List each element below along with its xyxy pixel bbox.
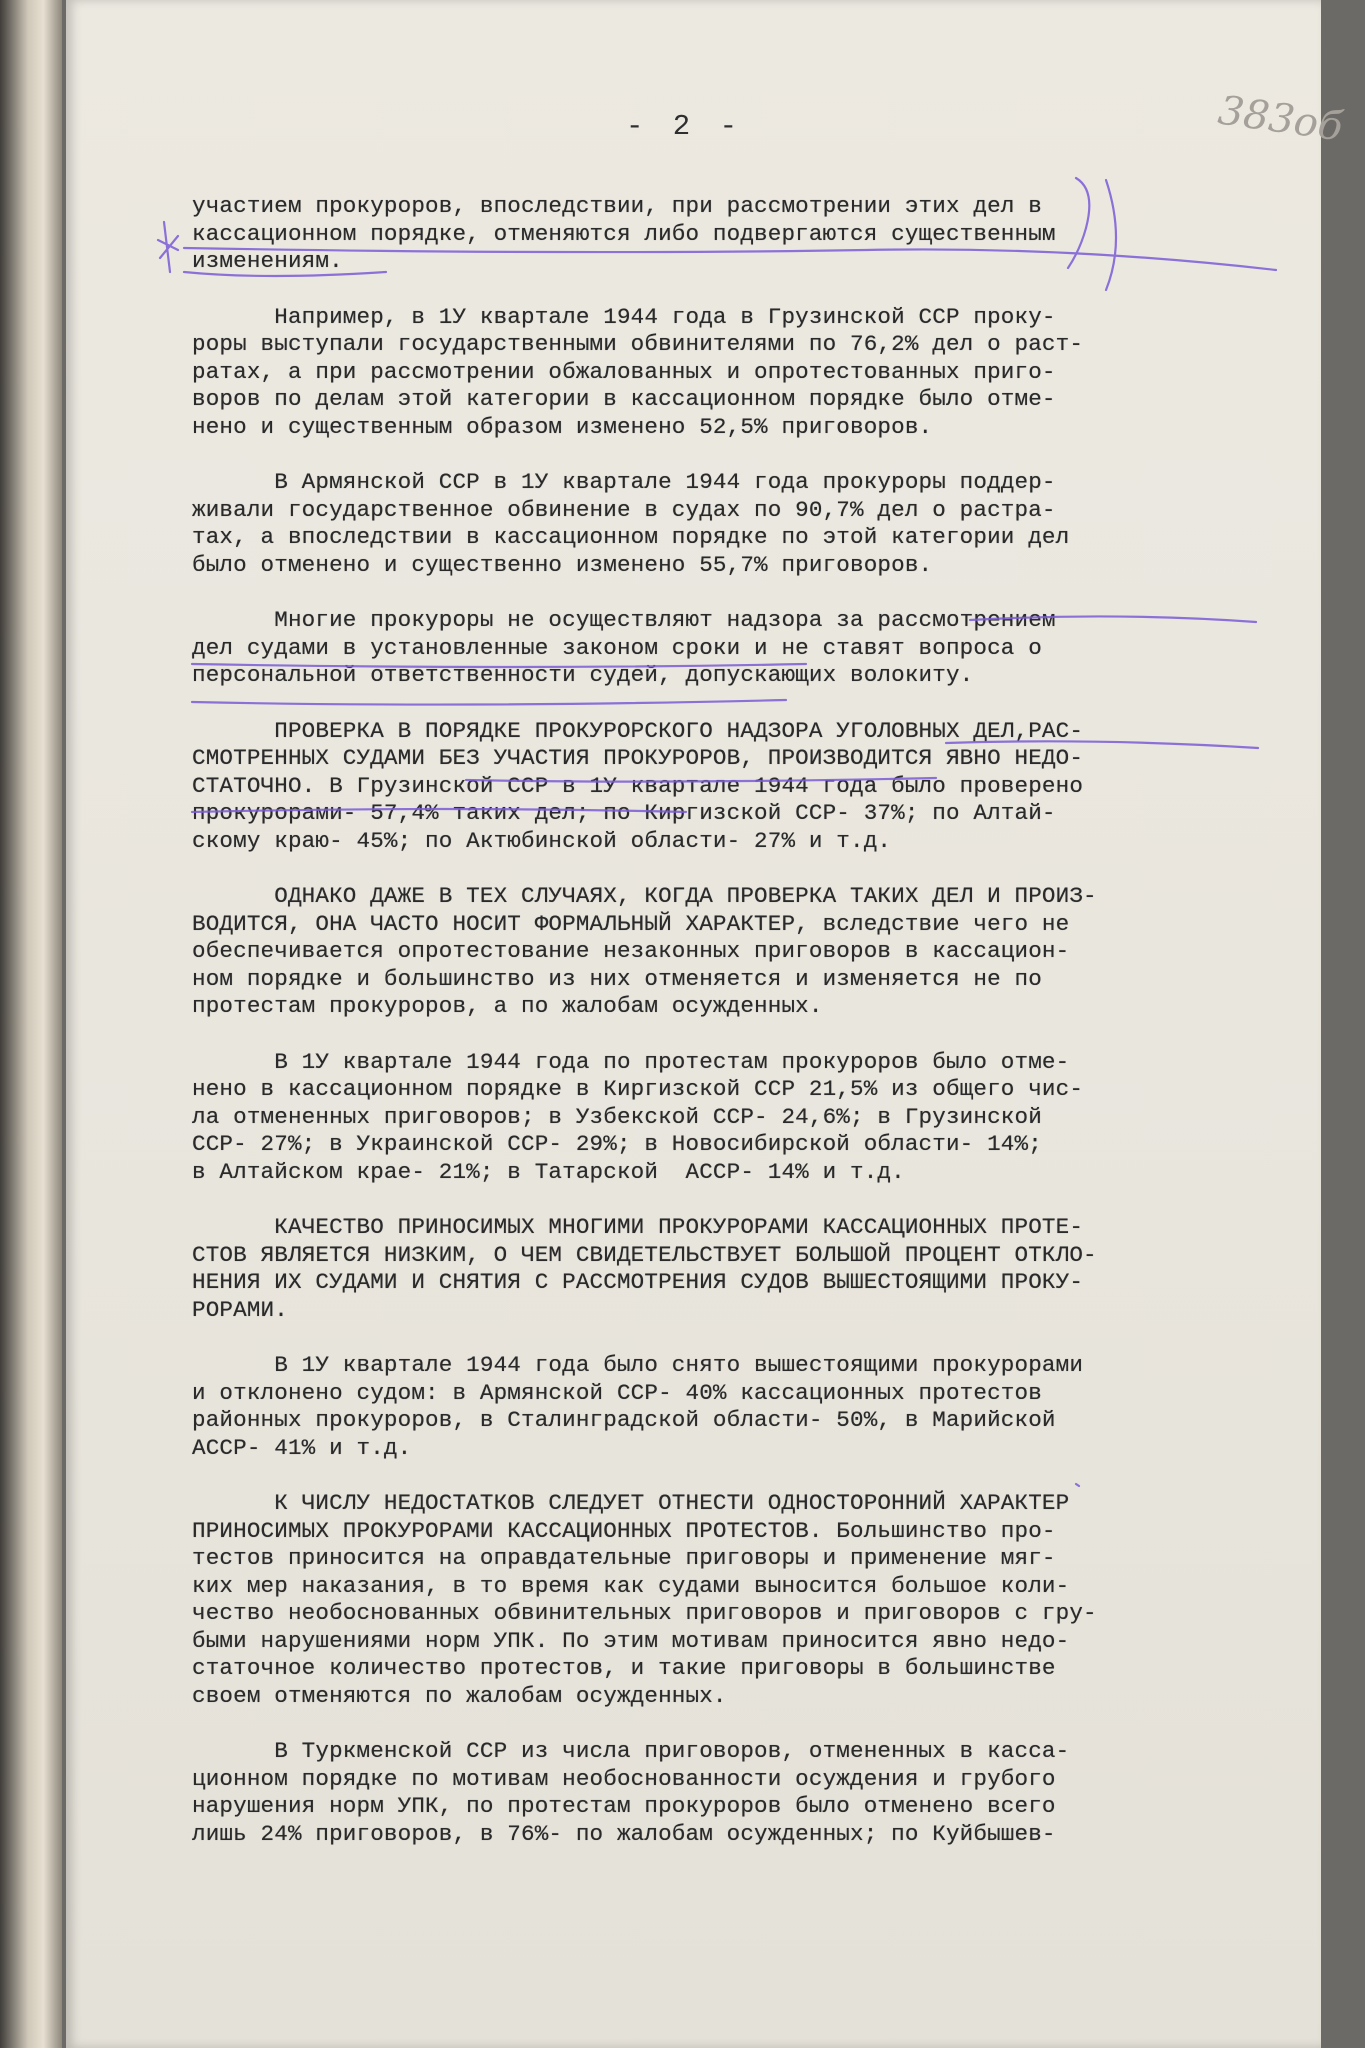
text-line: персональной ответственности судей, допускающих волокиту. [192,662,974,688]
text-line: ратах, а при рассмотрении обжалованных и опротестованных приго- [192,358,1056,385]
text-line: ПРОВЕРКА В ПОРЯДКЕ ПРОКУРОРСКОГО НАДЗОРА УГОЛОВНЫХ ДЕЛ,РАС- [192,717,1084,744]
text-line: участием прокуроров, впоследствии, при рассмотрении этих дел в [192,193,1042,219]
text-line: Например, в 1У квартале 1944 года в Грузинской ССР проку- [192,303,1056,330]
text-line: ких мер наказания, в то время как судами выносится большое коли- [192,1572,1070,1599]
text-line: СМОТРЕННЫХ СУДАМИ БЕЗ УЧАСТИЯ ПРОКУРОРОВ, ПРОИЗВОДИТСЯ ЯВНО НЕДО- [192,745,1084,771]
text-line: своем отменяются по жалобам осужденных. [192,1682,727,1709]
paragraph [192,304,1312,442]
text-line: чество необоснованных обвинительных приговоров и приговоров с гру- [192,1600,1097,1626]
text-line: ВОДИТСЯ, ОНА ЧАСТО НОСИТ ФОРМАЛЬНЫЙ ХАРАКТЕР, вследствие чего не [192,910,1070,937]
text-line: РОРАМИ. [192,1296,288,1323]
document-page [66,0,1346,2048]
text-line: кассационном порядке, отменяются либо подвергаются существенным [192,220,1056,247]
paragraph [192,193,1312,276]
text-line: Многие прокуроры не осуществляют надзора за рассмотрением [192,607,1056,633]
text-line: обеспечивается опротестование незаконных приговоров в кассацион- [192,938,1070,964]
paragraph [192,883,1312,1021]
text-line: нено в кассационном порядке в Киргизской ССР 21,5% из общего чис- [192,1076,1084,1102]
text-line: дел судами в установленные законом сроки и не ставят вопроса о [192,634,1042,661]
text-line: В 1У квартале 1944 года по протестам прокуроров было отме- [192,1048,1070,1075]
text-line: и отклонено судом: в Армянской ССР- 40% кассационных протестов [192,1379,1042,1406]
text-line: СТОВ ЯВЛЯЕТСЯ НИЗКИМ, О ЧЕМ СВИДЕТЕЛЬСТВУЕТ БОЛЬШОЙ ПРОЦЕНТ ОТКЛО- [192,1241,1097,1268]
text-line: АССР- 41% и т.д. [192,1434,412,1461]
paragraph [192,1738,1312,1848]
text-line: КАЧЕСТВО ПРИНОСИМЫХ МНОГИМИ ПРОКУРОРАМИ КАССАЦИОННЫХ ПРОТЕ- [192,1214,1084,1240]
text-line: ционном порядке по мотивам необоснованности осуждения и грубого [192,1765,1056,1792]
text-line: В Армянской ССР в 1У квартале 1944 года прокуроры поддер- [192,469,1056,495]
text-line: ла отмененных приговоров; в Узбекской ССР- 24,6%; в Грузинской [192,1103,1042,1130]
text-line: быми нарушениями норм УПК. По этим мотивам приносится явно недо- [192,1627,1070,1654]
paragraph [192,718,1312,856]
paragraph [192,1214,1312,1324]
text-line: роры выступали государственными обвинителями по 76,2% дел о раст- [192,331,1084,357]
text-line: тах, а впоследствии в кассационном порядке по этой категории дел [192,524,1070,550]
text-line: В 1У квартале 1944 года было снято вышестоящими прокурорами [192,1352,1084,1378]
text-line: нарушения норм УПК, по протестам прокуроров было отменено всего [192,1793,1056,1819]
text-line: районных прокуроров, в Сталинградской области- 50%, в Марийской [192,1407,1056,1433]
text-line: лишь 24% приговоров, в 76%- по жалобам осужденных; по Куйбышев- [192,1820,1056,1847]
page-number: - 2 - [626,110,744,143]
text-line: прокурорами- 57,4% таких дел; по Киргизской ССР- 37%; по Алтай- [192,800,1056,826]
text-line: изменениям. [192,248,343,274]
text-line: живали государственное обвинение в судах по 90,7% дел о растра- [192,496,1056,523]
text-line: СТАТОЧНО. В Грузинской ССР в 1У квартале 1944 года было проверено [192,772,1084,799]
binder-edge [0,0,62,2048]
text-line: ССР- 27%; в Украинской ССР- 29%; в Новосибирской области- 14%; [192,1131,1042,1157]
text-line: ном порядке и большинство из них отменяется и изменяется не по [192,965,1042,992]
text-line: нено и существенным образом изменено 52,5% приговоров. [192,413,933,440]
text-line: В Туркменской ССР из числа приговоров, отмененных в касса- [192,1738,1070,1764]
paragraph [192,607,1312,690]
paragraph [192,469,1312,579]
text-line: тестов приносится на оправдательные приговоры и применение мяг- [192,1545,1056,1571]
text-line: в Алтайском крае- 21%; в Татарской АССР- 14% и т.д. [192,1158,905,1185]
text-line: было отменено и существенно изменено 55,7% приговоров. [192,551,933,578]
document-body [192,193,1312,1876]
text-line: скому краю- 45%; по Актюбинской области- 27% и т.д. [192,827,892,854]
paragraph [192,1352,1312,1462]
text-line: НЕНИЯ ИХ СУДАМИ И СНЯТИЯ С РАССМОТРЕНИЯ СУДОВ ВЫШЕСТОЯЩИМИ ПРОКУ- [192,1269,1084,1295]
paragraph [192,1049,1312,1187]
text-line: статочное количество протестов, и такие приговоры в большинстве [192,1655,1056,1681]
text-line: воров по делам этой категории в кассационном порядке было отме- [192,386,1056,412]
text-line: ОДНАКО ДАЖЕ В ТЕХ СЛУЧАЯХ, КОГДА ПРОВЕРКА ТАКИХ ДЕЛ И ПРОИЗ- [192,883,1097,909]
text-line: ПРИНОСИМЫХ ПРОКУРОРАМИ КАССАЦИОННЫХ ПРОТЕСТОВ. Большинство про- [192,1517,1056,1544]
text-line: протестам прокуроров, а по жалобам осужденных. [192,993,823,1019]
margin-mark-icon [158,222,178,272]
archive-folio-number: 383об [1215,87,1346,151]
text-line: К ЧИСЛУ НЕДОСТАТКОВ СЛЕДУЕТ ОТНЕСТИ ОДНОСТОРОННИЙ ХАРАКТЕР [192,1490,1070,1516]
paragraph [192,1490,1312,1710]
